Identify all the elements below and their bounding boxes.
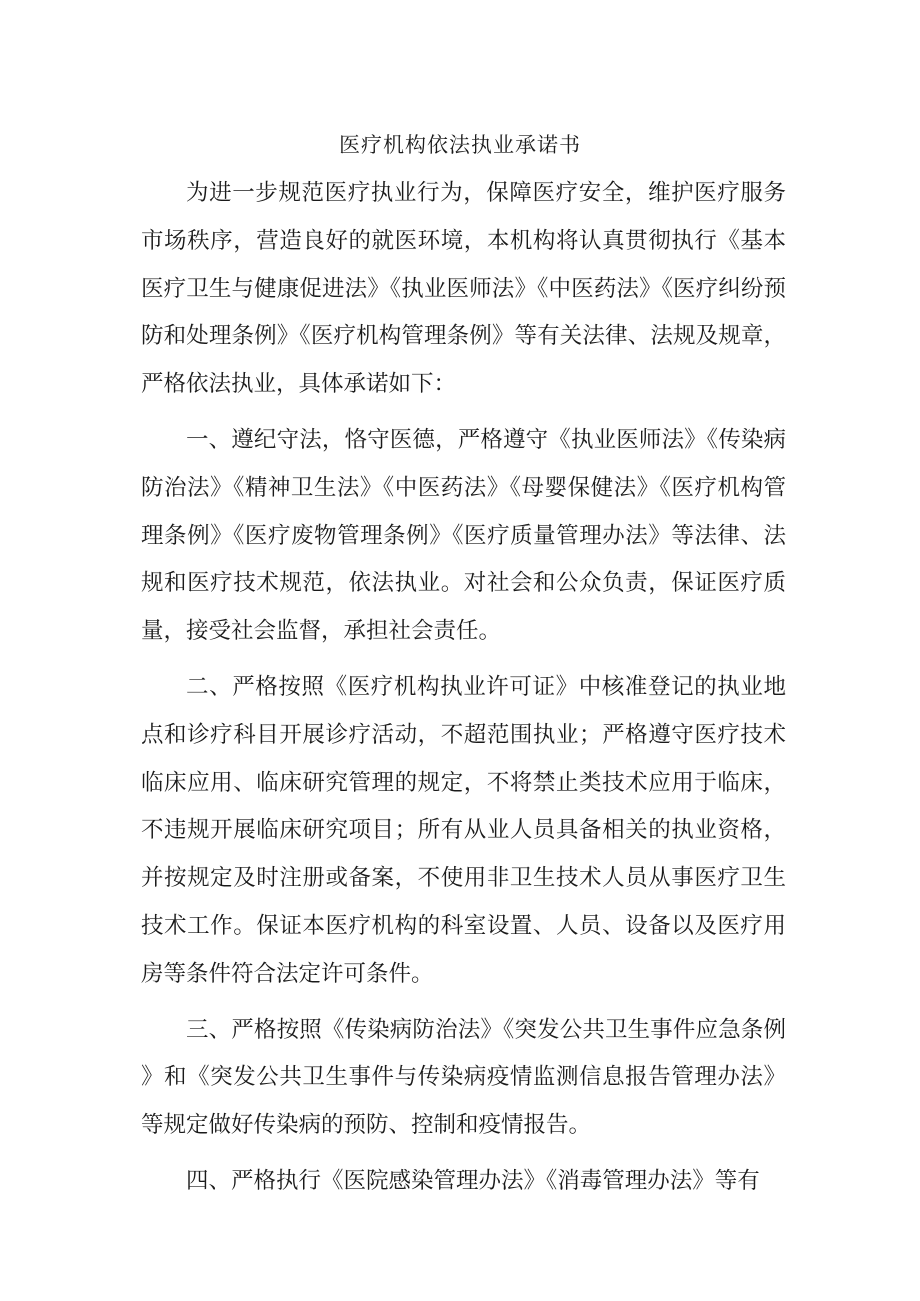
paragraph-item-1: 一、遵纪守法，恪守医德，严格遵守《执业医师法》《传染病防治法》《精神卫生法》《中医药法》《母婴保健法》《医疗机构管理条例》《医疗废物管理条例》《医疗质量管理办法》等法律、法规和医疗技术规范，依法执业。对社会和公众负责，保证医疗质量，接受社会监督，承担社会责任。 [141, 426, 786, 645]
paragraph-intro: 为进一步规范医疗执业行为，保障医疗安全，维护医疗服务市场秩序，营造良好的就医环境，本机构将认真贯彻执行《基本医疗卫生与健康促进法》《执业医师法》《中医药法》《医疗纠纷预防和处理条例》《医疗机构管理条例》等有关法律、法规及规章，严格依法执业，具体承诺如下： [141, 180, 786, 398]
document-title: 医疗机构依法执业承诺书 [339, 133, 581, 157]
document-body [141, 170, 786, 1214]
paragraph-item-4: 四、严格执行《医院感染管理办法》《消毒管理办法》等有 [186, 1167, 760, 1194]
paragraph-item-3: 三、严格按照《传染病防治法》《突发公共卫生事件应急条例》和《突发公共卫生事件与传染病疫情监测信息报告管理办法》等规定做好传染病的预防、控制和疫情报告。 [141, 1016, 786, 1139]
paragraph-item-2: 二、严格按照《医疗机构执业许可证》中核准登记的执业地点和诊疗科目开展诊疗活动，不超范围执业；严格遵守医疗技术临床应用、临床研究管理的规定，不将禁止类技术应用于临床，不违规开展临床研究项目；所有从业人员具备相关的执业资格，并按规定及时注册或备案，不使用非卫生技术人员从事医疗卫生技术工作。保证本医疗机构的科室设置、人员、设备以及医疗用房等条件符合法定许可条件。 [141, 673, 786, 987]
